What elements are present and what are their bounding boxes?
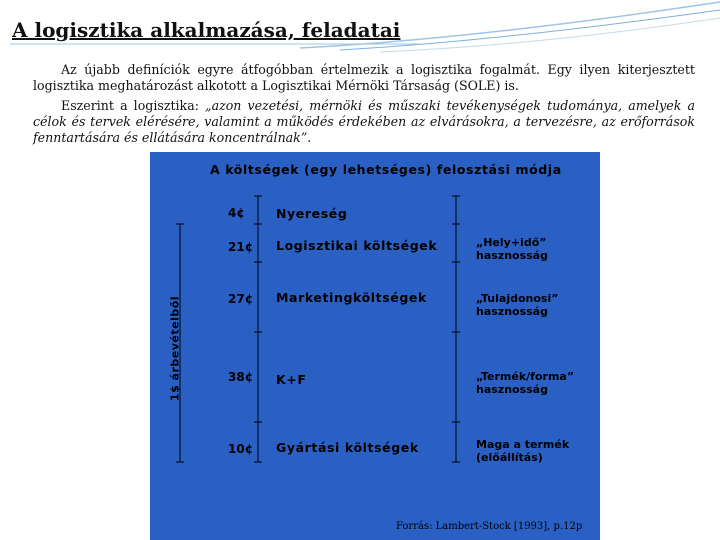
utility-product-form: „Termék/forma” hasznosság — [476, 370, 575, 396]
category-logistics: Logisztikai költségek — [276, 238, 438, 253]
cost-value-profit: 4¢ — [228, 206, 245, 220]
intro-paragraph: Az újabb definíciók egyre átfogóbban értelmezik a logisztika fogalmát. Egy ilyen kiterjesztett logisztika meghatározást alkotott a Logisztikai Mérnöki Társaság (SOLE) is. — [33, 62, 695, 93]
definition-lead: Eszerint a logisztika: — [61, 98, 206, 113]
cost-value-production: 10¢ — [228, 442, 254, 456]
category-rnd: K+F — [276, 372, 307, 387]
category-production: Gyártási költségek — [276, 440, 419, 455]
cost-breakdown-diagram — [150, 152, 600, 540]
page-title: A logisztika alkalmazása, feladatai — [12, 18, 401, 42]
diagram-title: A költségek (egy lehetséges) felosztási módja — [210, 162, 562, 177]
cost-value-marketing: 27¢ — [228, 292, 254, 306]
diagram-source: Forrás: Lambert-Stock [1993], p.12p — [396, 521, 583, 532]
diagram-lines — [150, 152, 600, 540]
category-profit: Nyereség — [276, 206, 348, 221]
category-marketing: Marketingköltségek — [276, 290, 427, 305]
cost-value-rnd: 38¢ — [228, 370, 254, 384]
definition-paragraph — [33, 98, 695, 146]
definition-quote: „azon vezetési, mérnöki és műszaki tevékenységek tudománya, amelyek a célok és tervek elérésére, valamint a működés érdekében az elvárásokra, a tervezésre, az erőforrások fenntartására és ellátására koncentrálnak”. — [33, 98, 695, 145]
cost-value-logistics: 21¢ — [228, 240, 254, 254]
utility-ownership: „Tulajdonosi” hasznosság — [476, 292, 559, 318]
utility-product-itself: Maga a termék (előállítás) — [476, 438, 570, 464]
utility-place-time: „Hely+idő” hasznosság — [476, 236, 548, 262]
vertical-axis-label: 1$ árbevételből — [168, 295, 182, 402]
